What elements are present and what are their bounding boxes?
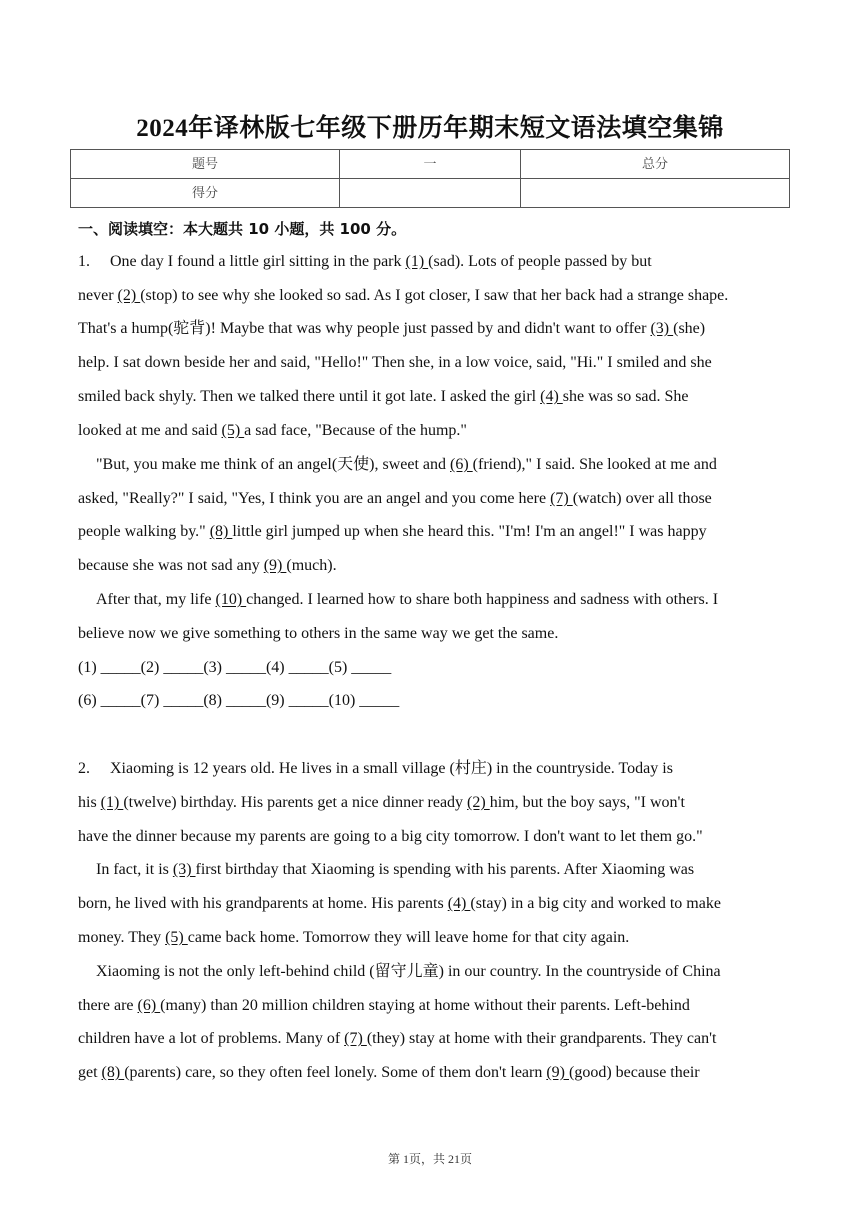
passage-line: believe now we give something to others in the same way we get the same. (78, 625, 559, 642)
passage-line: smiled back shyly. Then we talked there until it got late. I asked the girl (4) she was so sad. She (78, 388, 689, 405)
blank: (1) (100, 794, 124, 811)
table-cell: 题号 (71, 150, 340, 179)
question-number: 2. (78, 760, 90, 777)
blank: (9) (546, 1064, 569, 1081)
blank: (7) (550, 490, 573, 507)
blank: (7) (344, 1030, 367, 1047)
passage-line: help. I sat down beside her and said, "Hello!" Then she, in a low voice, said, "Hi." I smiled and she (78, 354, 712, 371)
passage-line: because she was not sad any (9) (much). (78, 557, 337, 574)
passage-line: looked at me and said (5) a sad face, "Because of the hump." (78, 422, 467, 439)
table-cell: 总分 (521, 150, 790, 179)
blank: (4) (540, 388, 563, 405)
blank: (3) (650, 320, 674, 337)
blank: (2) (117, 287, 141, 304)
passage-line: people walking by." (8) little girl jumped up when she heard this. "I'm! I'm an angel!" I was happy (78, 523, 707, 540)
passage-line: money. They (5) came back home. Tomorrow they will leave home for that city again. (78, 929, 630, 946)
passage-line: never (2) (stop) to see why she looked so sad. As I got closer, I saw that her back had a strange shape. (78, 287, 729, 304)
page-footer: 第 1页，共 21页 (387, 1152, 472, 1166)
question-number: 1. (78, 253, 90, 270)
table-cell (521, 179, 790, 208)
passage-line: get (8) (parents) care, so they often feel lonely. Some of them don't learn (9) (good) because their (78, 1064, 700, 1081)
blank: (3) (172, 861, 196, 878)
blank: (10) (215, 591, 247, 608)
passage-line: That's a hump(驼背)! Maybe that was why people just passed by and didn't want to offer (3) (she) (78, 320, 706, 337)
score-table (70, 149, 790, 208)
blank: (6) (137, 997, 161, 1014)
passage-line: 1. One day I found a little girl sitting in the park (1) (sad). Lots of people passed by but (78, 253, 652, 270)
passage-line: asked, "Really?" I said, "Yes, I think you are an angel and you come here (7) (watch) over all those (78, 490, 712, 507)
blank: (8) (209, 523, 233, 540)
passage-line: born, he lived with his grandparents at home. His parents (4) (stay) in a big city and worked to make (78, 895, 721, 912)
table-cell: 一 (340, 150, 521, 179)
passage-line: 2. Xiaoming is 12 years old. He lives in a small village (村庄) in the countryside. Today is (78, 760, 673, 777)
blank: (5) (221, 422, 245, 439)
passage-line: his (1) (twelve) birthday. His parents get a nice dinner ready (2) him, but the boy says, "I won't (78, 794, 685, 811)
blank: (6) (450, 456, 473, 473)
table-row (71, 150, 790, 179)
passage-line: "But, you make me think of an angel(天使), sweet and (6) (friend)," I said. She looked at me and (96, 456, 717, 473)
passage-line: have the dinner because my parents are going to a big city tomorrow. I don't want to let them go." (78, 828, 703, 845)
blank: (9) (263, 557, 287, 574)
table-cell (340, 179, 521, 208)
table-cell: 得分 (71, 179, 340, 208)
passage-line: In fact, it is (3) first birthday that Xiaoming is spending with his parents. After Xiaoming was (96, 861, 695, 878)
blank: (2) (467, 794, 490, 811)
passage-line: children have a lot of problems. Many of (7) (they) stay at home with their grandparents. They can't (78, 1030, 717, 1047)
answer-line: (1) _____(2) _____(3) _____(4) _____(5) _____ (78, 659, 392, 676)
blank: (4) (447, 895, 471, 912)
passage-line: Xiaoming is not the only left-behind child (留守儿童) in our country. In the countryside of China (96, 963, 721, 980)
passage-line: After that, my life (10) changed. I learned how to share both happiness and sadness with others. I (96, 591, 719, 608)
answer-line: (6) _____(7) _____(8) _____(9) _____(10) _____ (78, 692, 400, 709)
blank: (8) (101, 1064, 125, 1081)
blank: (1) (405, 253, 429, 270)
page-title: 2024年译林版七年级下册历年期末短文语法填空集锦 (136, 115, 724, 142)
blank: (5) (165, 929, 188, 946)
section-heading: 一、阅读填空：本大题共 10 小题，共 100 分。 (78, 220, 407, 238)
passage-line: there are (6) (many) than 20 million children staying at home without their parents. Left-behind (78, 997, 690, 1014)
table-row (71, 179, 790, 208)
